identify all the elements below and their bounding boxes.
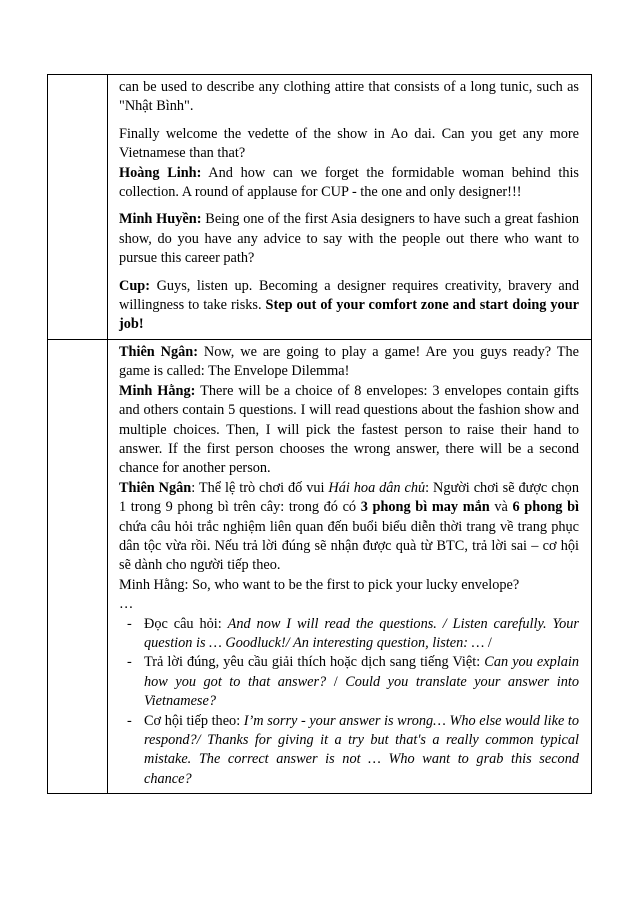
paragraph: Minh Hằng: There will be a choice of 8 envelopes: 3 envelopes contain gifts and others contain 5 questions. I will read questions about the fashion show and multiple choices. Then, I will pick the fastest person to raise their hand to answer. If the first person chooses the wrong answer, there will be a second chance for another person.	[119, 382, 579, 477]
speaker-name: Minh Huyền:	[119, 211, 202, 228]
list-item: - Cơ hội tiếp theo: I’m sorry - your answer is wrong… Who else would like to respond?/ Thanks for giving it a try but that's a really common typical mistake. The correct answer is not … Who want to grab this second chance?	[127, 712, 579, 787]
speaker-name: Thiên Ngân:	[119, 343, 199, 360]
script-cell	[108, 75, 592, 340]
emphasis-text: Step out of your comfort zone and start doing your job!	[119, 297, 579, 333]
paragraph: Cup: Guys, listen up. Becoming a designer requires creativity, bravery and willingness to take risks. Step out of your comfort zone and start doing your job!	[119, 277, 579, 333]
table-row	[48, 75, 592, 340]
dash-list	[119, 615, 579, 790]
emphasis-text: 6 phong bì	[512, 499, 579, 516]
emphasis-text: 3 phong bì may mắn	[360, 499, 490, 516]
speaker-name: Thiên Ngân	[119, 479, 192, 496]
game-name: Hái hoa dân chủ	[328, 479, 426, 496]
dash-bullet: -	[127, 654, 132, 671]
empty-cell	[48, 75, 108, 340]
list-item: - Đọc câu hỏi: And now I will read the questions. / Listen carefully. Your question is … Goodluck!/ An interesting question, listen: … /	[127, 615, 579, 651]
paragraph: …	[119, 596, 134, 613]
paragraph: Thiên Ngân: Thể lệ trò chơi đố vui Hái hoa dân chủ: Người chơi sẽ được chọn 1 trong 9 phong bì trên cây: trong đó có 3 phong bì may mắn và 6 phong bì chứa câu hỏi trắc nghiệm liên quan đến buổi biểu diễn thời trang về trang phục dân tộc vừa rồi. Nếu trả lời đúng sẽ nhận được quà từ BTC, trả lời sai – cơ hội sẽ dành cho người tiếp theo.	[119, 479, 579, 574]
paragraph: Minh Huyền: Being one of the first Asia designers to have such a great fashion show, do you have any advice to say with the people out there who want to pursue this career path?	[119, 211, 579, 267]
paragraph: Hoàng Linh: And how can we forget the formidable woman behind this collection. A round of applause for CUP - the one and only designer!!!	[119, 164, 579, 201]
speaker-name: Cup:	[119, 277, 150, 294]
empty-cell	[48, 339, 108, 793]
dash-bullet: -	[127, 712, 132, 729]
paragraph: can be used to describe any clothing attire that consists of a long tunic, such as "Nhật Bình".	[119, 79, 579, 115]
script-table	[47, 74, 592, 794]
list-item: - Trả lời đúng, yêu cầu giải thích hoặc dịch sang tiếng Việt: Can you explain how you got to that answer? / Could you translate your answer into Vietnamese?	[127, 654, 579, 710]
paragraph: Thiên Ngân: Now, we are going to play a game! Are you guys ready? The game is called: The Envelope Dilemma!	[119, 343, 580, 380]
table-row	[48, 339, 592, 793]
paragraph: Finally welcome the vedette of the show in Ao dai. Can you get any more Vietnamese than that?	[119, 125, 579, 162]
script-cell	[108, 339, 592, 793]
dash-bullet: -	[127, 615, 132, 632]
speaker-name: Minh Hằng:	[119, 382, 196, 399]
speaker-name: Hoàng Linh:	[119, 164, 202, 181]
paragraph: Minh Hằng: So, who want to be the first to pick your lucky envelope?	[119, 576, 520, 593]
